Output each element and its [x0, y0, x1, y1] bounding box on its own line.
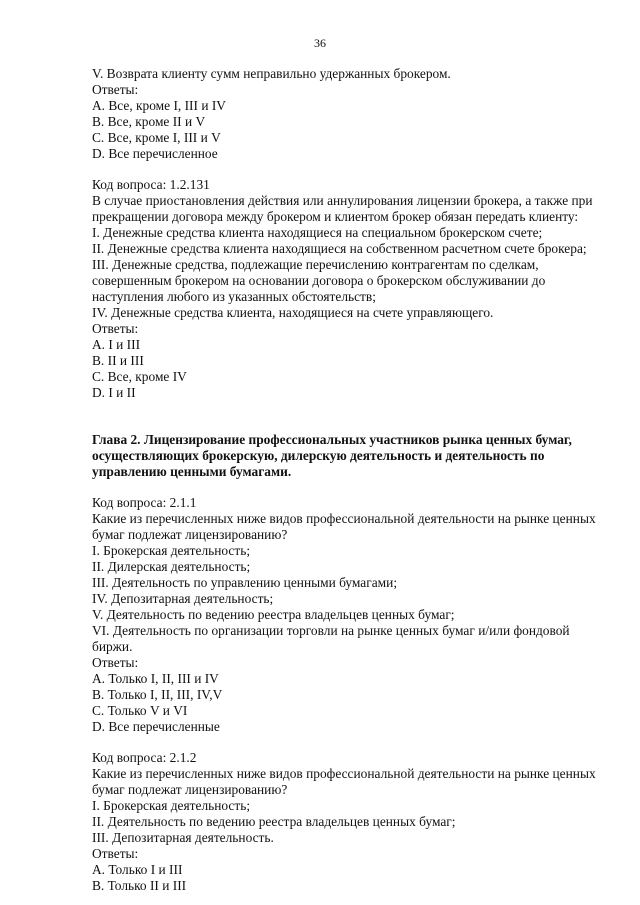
- question-item: III. Денежные средства, подлежащие перечислению контрагентам по сделкам,: [92, 257, 539, 272]
- question-text: В случае приостановления действия или аннулирования лицензии брокера, а также при: [92, 193, 593, 208]
- question-item: наступления любого из указанных обстоятельств;: [92, 289, 376, 304]
- answer-option: D. I и II: [92, 385, 136, 400]
- question-item: совершенным брокером на основании договора о брокерском обслуживании до: [92, 273, 546, 288]
- question-block: [92, 750, 596, 894]
- answer-option: B. Все, кроме II и V: [92, 114, 206, 129]
- answer-option: A. Только I, II, III и IV: [92, 671, 219, 686]
- question-item: I. Брокерская деятельность;: [92, 798, 251, 813]
- answers-label: Ответы:: [92, 321, 139, 336]
- question-item: IV. Депозитарная деятельность;: [92, 591, 274, 606]
- answer-option: D. Все перечисленные: [92, 719, 220, 734]
- answer-option: B. II и III: [92, 353, 144, 368]
- question-item: I. Денежные средства клиента находящиеся на специальном брокерском счете;: [92, 225, 543, 240]
- question-item: IV. Денежные средства клиента, находящиеся на счете управляющего.: [92, 305, 494, 320]
- question-item: II. Деятельность по ведению реестра владельцев ценных бумаг;: [92, 814, 456, 829]
- question-code: Код вопроса: 2.1.2: [92, 750, 197, 765]
- answer-option: D. Все перечисленное: [92, 146, 218, 161]
- question-item: III. Депозитарная деятельность.: [92, 830, 274, 845]
- question-text: бумаг подлежат лицензированию?: [92, 782, 288, 797]
- answer-option: C. Только V и VI: [92, 703, 188, 718]
- answers-label: Ответы:: [92, 82, 139, 97]
- answer-option: C. Все, кроме I, III и V: [92, 130, 221, 145]
- question-text: прекращении договора между брокером и клиентом брокер обязан передать клиенту:: [92, 209, 579, 224]
- answer-option: A. Только I и III: [92, 862, 183, 877]
- question-text: бумаг подлежат лицензированию?: [92, 527, 288, 542]
- question-block: [92, 495, 596, 735]
- answers-label: Ответы:: [92, 655, 139, 670]
- question-block: [92, 177, 593, 401]
- question-item: II. Денежные средства клиента находящиеся на собственном расчетном счете брокера;: [92, 241, 587, 256]
- question-text: Какие из перечисленных ниже видов профессиональной деятельности на рынке ценных: [92, 766, 596, 781]
- answer-option: B. Только II и III: [92, 878, 187, 893]
- question-item: VI. Деятельность по организации торговли на рынке ценных бумаг и/или фондовой: [92, 623, 570, 638]
- answers-label: Ответы:: [92, 846, 139, 861]
- question-item: II. Дилерская деятельность;: [92, 559, 251, 574]
- page-number: 36: [314, 36, 326, 50]
- question-item: I. Брокерская деятельность;: [92, 543, 251, 558]
- answer-option: B. Только I, II, III, IV,V: [92, 687, 223, 702]
- document-body: [92, 66, 596, 894]
- answer-option: A. I и III: [92, 337, 141, 352]
- question-code: Код вопроса: 2.1.1: [92, 495, 197, 510]
- question-text: Какие из перечисленных ниже видов профессиональной деятельности на рынке ценных: [92, 511, 596, 526]
- answer-option: C. Все, кроме IV: [92, 369, 187, 384]
- question-item: V. Деятельность по ведению реестра владельцев ценных бумаг;: [92, 607, 455, 622]
- answer-option: A. Все, кроме I, III и IV: [92, 98, 226, 113]
- chapter-heading: Глава 2. Лицензирование профессиональных участников рынка ценных бумаг, осуществляющих брокерскую, дилерскую деятельность и деятельность по управлению ценными бумагами.: [92, 432, 572, 479]
- question-continuation: [92, 66, 584, 162]
- question-item: биржи.: [92, 639, 133, 654]
- question-item: V. Возврата клиенту сумм неправильно удержанных брокером.: [92, 66, 451, 81]
- question-code: Код вопроса: 1.2.131: [92, 177, 210, 192]
- question-item: III. Деятельность по управлению ценными бумагами;: [92, 575, 398, 590]
